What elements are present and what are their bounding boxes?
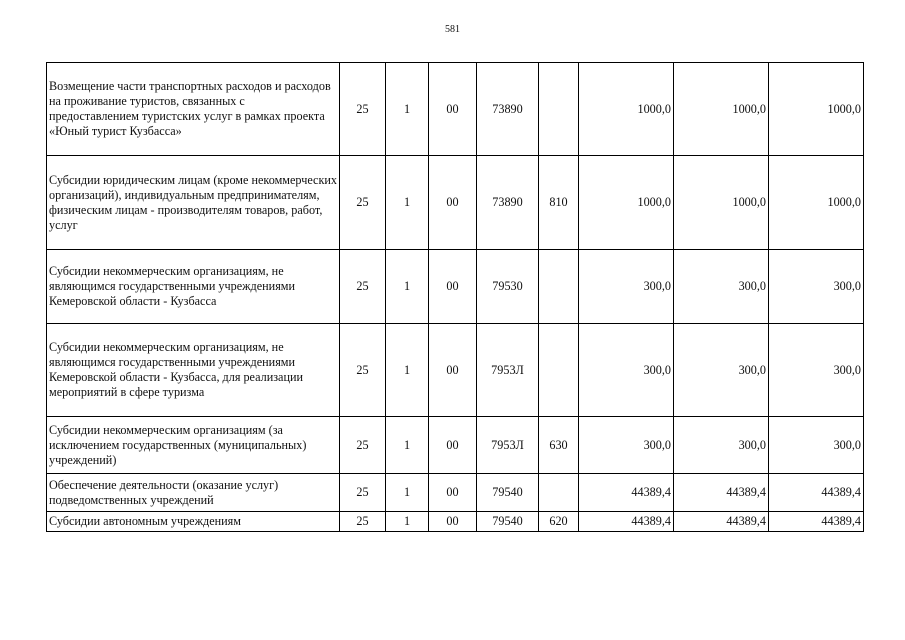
cell-value-2: 1000,0 [674,156,769,250]
cell-section: 25 [340,156,386,250]
cell-target-code: 7953Л [477,324,539,417]
cell-value-3: 300,0 [769,324,864,417]
table-row [47,63,864,156]
cell-expense-type: 630 [539,417,579,474]
table-row [47,417,864,474]
cell-value-2: 300,0 [674,324,769,417]
cell-program: 00 [429,512,477,532]
cell-value-3: 44389,4 [769,474,864,512]
cell-value-1: 300,0 [579,417,674,474]
cell-value-1: 1000,0 [579,63,674,156]
cell-subsection: 1 [386,474,429,512]
cell-expense-type [539,63,579,156]
cell-value-1: 44389,4 [579,512,674,532]
cell-value-2: 300,0 [674,250,769,324]
cell-program: 00 [429,324,477,417]
row-description: Субсидии некоммерческим организациям (за исключением государственных (муниципальных) учреждений) [47,417,340,474]
cell-value-1: 1000,0 [579,156,674,250]
cell-section: 25 [340,512,386,532]
cell-section: 25 [340,474,386,512]
cell-expense-type [539,250,579,324]
cell-subsection: 1 [386,324,429,417]
cell-value-1: 300,0 [579,250,674,324]
cell-program: 00 [429,156,477,250]
cell-value-2: 300,0 [674,417,769,474]
cell-subsection: 1 [386,156,429,250]
table-row [47,474,864,512]
cell-target-code: 73890 [477,156,539,250]
cell-value-3: 300,0 [769,250,864,324]
cell-subsection: 1 [386,63,429,156]
row-description: Субсидии юридическим лицам (кроме некоммерческих организаций), индивидуальным предпринимателям, физическим лицам - производителям товаров, работ, услуг [47,156,340,250]
cell-value-3: 44389,4 [769,512,864,532]
cell-program: 00 [429,417,477,474]
cell-value-1: 300,0 [579,324,674,417]
cell-section: 25 [340,417,386,474]
cell-value-3: 1000,0 [769,63,864,156]
cell-target-code: 73890 [477,63,539,156]
cell-program: 00 [429,63,477,156]
cell-subsection: 1 [386,250,429,324]
row-description: Субсидии автономным учреждениям [47,512,340,532]
cell-value-2: 1000,0 [674,63,769,156]
cell-subsection: 1 [386,417,429,474]
row-description: Обеспечение деятельности (оказание услуг) подведомственных учреждений [47,474,340,512]
cell-target-code: 79530 [477,250,539,324]
cell-target-code: 7953Л [477,417,539,474]
table-row [47,512,864,532]
cell-program: 00 [429,474,477,512]
cell-expense-type: 810 [539,156,579,250]
cell-expense-type: 620 [539,512,579,532]
row-description: Субсидии некоммерческим организациям, не являющимся государственными учреждениями Кемеровской области - Кузбасса, для реализации мероприятий в сфере туризма [47,324,340,417]
cell-section: 25 [340,63,386,156]
page-number: 581 [445,24,460,35]
budget-table [46,62,864,532]
table-row [47,156,864,250]
cell-expense-type [539,474,579,512]
cell-value-3: 1000,0 [769,156,864,250]
cell-value-2: 44389,4 [674,512,769,532]
cell-value-3: 300,0 [769,417,864,474]
cell-program: 00 [429,250,477,324]
cell-subsection: 1 [386,512,429,532]
cell-value-1: 44389,4 [579,474,674,512]
cell-target-code: 79540 [477,512,539,532]
table-row [47,324,864,417]
cell-section: 25 [340,324,386,417]
cell-expense-type [539,324,579,417]
row-description: Субсидии некоммерческим организациям, не являющимся государственными учреждениями Кемеровской области - Кузбасса [47,250,340,324]
row-description: Возмещение части транспортных расходов и расходов на проживание туристов, связанных с предоставлением туристских услуг в рамках проекта «Юный турист Кузбасса» [47,63,340,156]
cell-target-code: 79540 [477,474,539,512]
cell-section: 25 [340,250,386,324]
cell-value-2: 44389,4 [674,474,769,512]
table-row [47,250,864,324]
